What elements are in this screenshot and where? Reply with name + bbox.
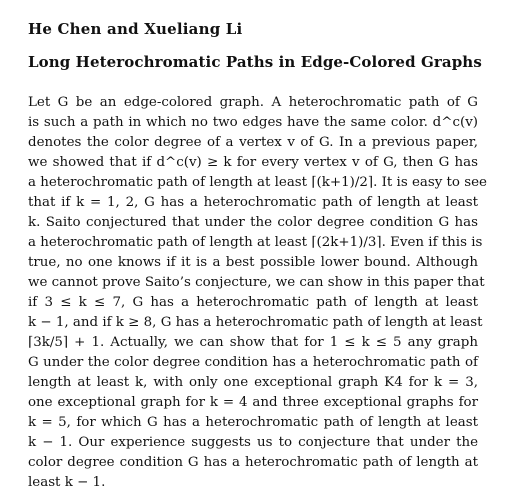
abstract-line: color degree condition G has a heterochromatic path of length at — [28, 455, 478, 470]
abstract-line: k. Saito conjectured that under the color degree condition G has — [28, 215, 478, 230]
abstract-line: k − 1. Our experience suggests us to conjecture that under the — [28, 435, 478, 450]
abstract-line: one exceptional graph for k = 4 and three exceptional graphs for — [28, 395, 478, 410]
abstract-line: ⌈3k/5⌉ + 1. Actually, we can show that for 1 ≤ k ≤ 5 any graph — [28, 335, 478, 350]
abstract-line: a heterochromatic path of length at least ⌈(2k+1)/3⌉. Even if this is — [28, 235, 483, 250]
abstract-line: is such a path in which no two edges have the same color. d^c(v) — [28, 115, 478, 130]
abstract-line: we showed that if d^c(v) ≥ k for every vertex v of G, then G has — [28, 155, 478, 170]
abstract-line: k − 1, and if k ≥ 8, G has a heterochromatic path of length at least — [28, 315, 483, 330]
abstract-line: if 3 ≤ k ≤ 7, G has a heterochromatic path of length at least — [28, 295, 478, 310]
abstract-line: true, no one knows if it is a best possible lower bound. Although — [28, 255, 478, 270]
abstract-line: that if k = 1, 2, G has a heterochromatic path of length at least — [28, 195, 478, 210]
abstract-line: Let G be an edge-colored graph. A heterochromatic path of G — [28, 95, 478, 110]
abstract-line: we cannot prove Saito’s conjecture, we can show in this paper that — [28, 275, 485, 290]
abstract-line: denotes the color degree of a vertex v of G. In a previous paper, — [28, 135, 478, 150]
author-names: He Chen and Xueliang Li — [28, 20, 243, 38]
abstract-line: least k − 1. — [28, 475, 106, 490]
abstract-line: k = 5, for which G has a heterochromatic path of length at least — [28, 415, 478, 430]
abstract-line: a heterochromatic path of length at least ⌈(k+1)/2⌉. It is easy to see — [28, 175, 487, 190]
abstract-line: length at least k, with only one exceptional graph K4 for k = 3, — [28, 375, 478, 390]
paper-title: Long Heterochromatic Paths in Edge-Colored Graphs — [28, 53, 482, 71]
abstract-line: G under the color degree condition has a heterochromatic path of — [28, 355, 478, 370]
